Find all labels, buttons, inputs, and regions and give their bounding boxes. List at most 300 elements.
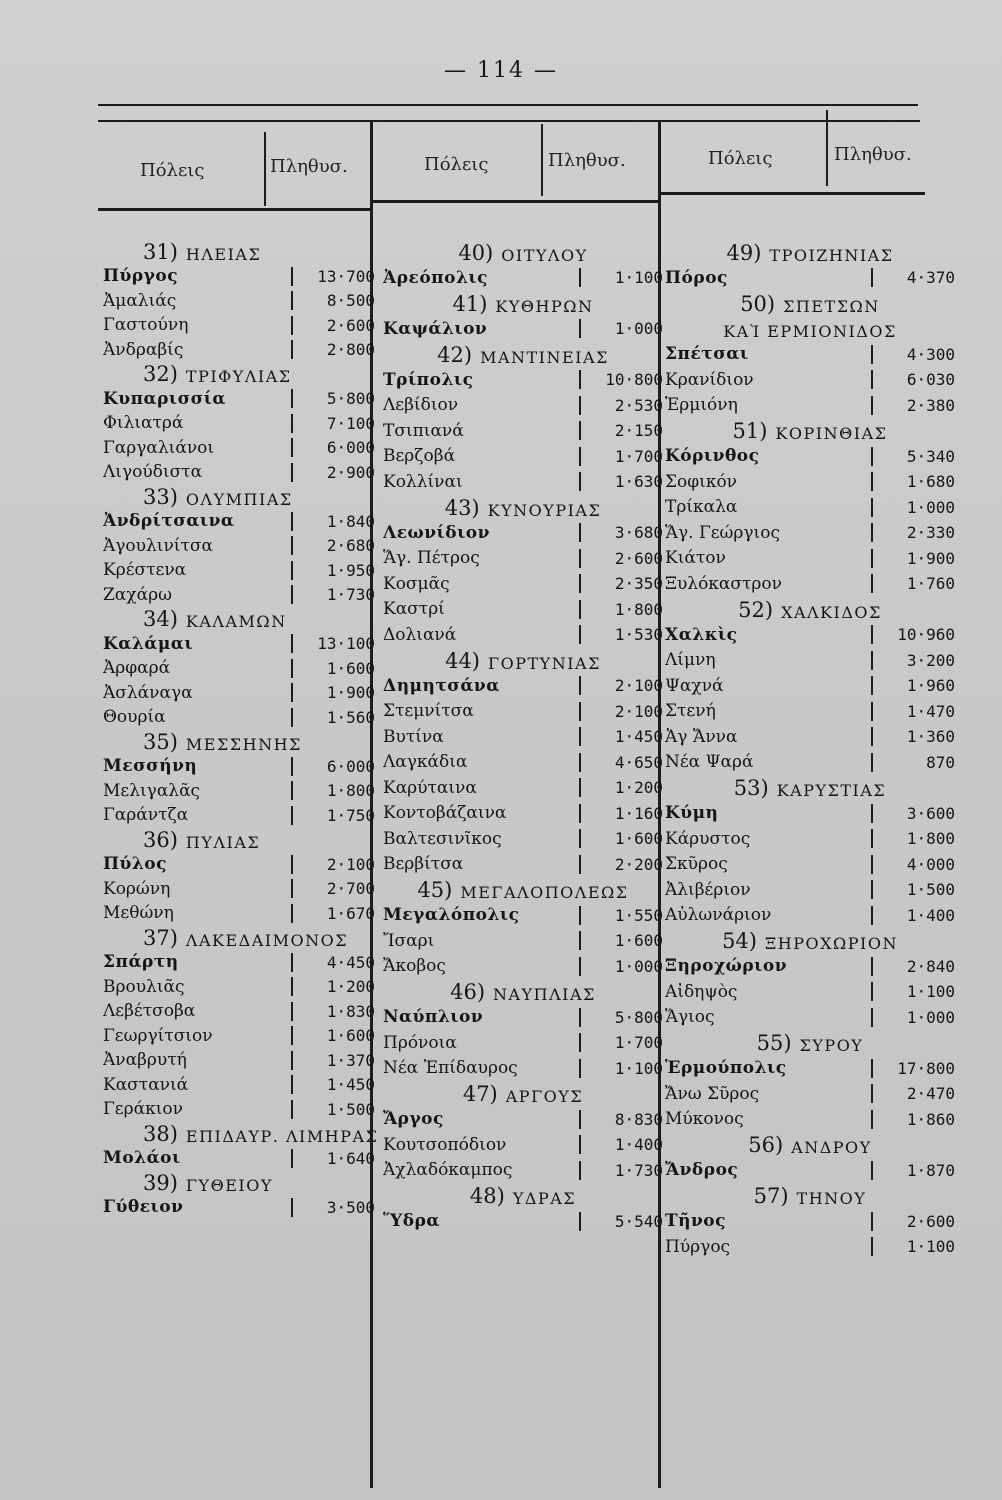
table-row <box>383 1158 663 1183</box>
city-name: Κάρυστος <box>665 828 751 849</box>
section-title: ΓΟΡΤΥΝΙΑΣ <box>488 653 601 673</box>
city-name: Βερβίτσα <box>383 854 464 875</box>
table-row <box>103 289 375 313</box>
section-number: 36) <box>143 827 178 852</box>
section-heading <box>103 730 375 754</box>
table-row <box>103 681 375 705</box>
city-name: Κυπαρισσία <box>103 388 227 409</box>
table-row <box>103 755 375 779</box>
section-title: ΤΡΙΦΥΛΙΑΣ <box>185 367 292 386</box>
city-name: Κορώνη <box>103 878 171 899</box>
table-row <box>665 368 955 393</box>
city-name: Μεσσήνη <box>103 756 198 777</box>
table-row <box>665 342 955 367</box>
population-value: 4·000 <box>871 855 955 874</box>
population-value: 1·860 <box>871 1110 955 1129</box>
city-name: Μολάοι <box>103 1148 181 1169</box>
table-row <box>383 954 663 979</box>
section-title: ΚΟΡΙΝΘΙΑΣ <box>775 424 888 443</box>
table-row <box>665 878 955 903</box>
city-name: Ψαχνά <box>665 675 724 696</box>
city-name: Στενή <box>665 701 716 722</box>
city-name: Δημητσάνα <box>383 675 500 696</box>
population-value: 1·100 <box>871 982 955 1001</box>
city-name: Ζαχάρω <box>103 584 172 605</box>
table-row <box>103 779 375 803</box>
table-row <box>103 632 375 656</box>
city-name: Ἀγουλινίτσα <box>103 535 213 556</box>
population-value: 1·470 <box>871 702 955 721</box>
section-title: ΜΑΝΤΙΝΕΙΑΣ <box>480 347 609 367</box>
city-name: Ἄνδρος <box>665 1160 739 1181</box>
page-number: — 114 — <box>444 58 558 83</box>
population-value: 1·640 <box>291 1149 375 1168</box>
population-value: 1·500 <box>871 880 955 899</box>
table-row <box>665 266 955 291</box>
population-value: 13·100 <box>291 634 375 653</box>
section-number: 48) <box>469 1184 505 1208</box>
table-row <box>383 1056 663 1081</box>
table-row <box>665 903 955 928</box>
section-title: ΞΗΡΟΧΩΡΙΟΝ <box>764 934 898 953</box>
population-value: 1·000 <box>871 498 955 517</box>
city-name: Γαργαλιάνοι <box>103 437 215 458</box>
table-row <box>383 546 663 571</box>
population-value: 4·370 <box>871 268 955 287</box>
table-row <box>103 436 375 460</box>
population-value: 2·470 <box>871 1084 955 1103</box>
population-value: 1·000 <box>871 1008 955 1027</box>
population-value: 6·000 <box>291 757 375 776</box>
header-pop-1: Πληθυσ. <box>270 156 348 177</box>
header-divider-2 <box>541 124 543 196</box>
table-row <box>103 510 375 534</box>
city-name: Τρίκαλα <box>665 497 738 518</box>
population-value: 3·600 <box>871 804 955 823</box>
population-value: 2·200 <box>579 855 663 874</box>
city-name: Ἀχλαδόκαμπος <box>383 1160 513 1181</box>
city-name: Μελιγαλᾶς <box>103 780 201 801</box>
section-heading <box>383 878 663 903</box>
city-name: Λεωνίδιον <box>383 522 490 543</box>
header-divider-3 <box>826 110 828 186</box>
population-value: 1·870 <box>871 1161 955 1180</box>
section-heading <box>383 1082 663 1107</box>
population-value: 10·960 <box>871 625 955 644</box>
table-row <box>383 725 663 750</box>
section-heading <box>103 608 375 632</box>
section-title: ΓΥΘΕΙΟΥ <box>185 1175 273 1195</box>
population-value: 2·100 <box>291 855 375 874</box>
table-row <box>103 534 375 558</box>
table-row <box>103 975 375 999</box>
city-name: Ἁγ Ἄννα <box>665 726 738 747</box>
table-row <box>665 648 955 673</box>
table-row <box>103 583 375 607</box>
city-name: Βαλτεσινῖκος <box>383 828 502 849</box>
table-row <box>665 827 955 852</box>
population-value: 2·350 <box>579 574 663 593</box>
city-name: Αὐλωνάριον <box>665 905 772 926</box>
table-row <box>665 750 955 775</box>
population-value: 2·600 <box>291 316 375 335</box>
table-row <box>383 623 663 648</box>
header-city-2: Πόλεις <box>424 154 489 175</box>
city-name: Γεράκιον <box>103 1099 183 1120</box>
population-value: 1·730 <box>579 1161 663 1180</box>
section-heading <box>103 828 375 852</box>
population-value: 1·400 <box>579 1135 663 1154</box>
population-value: 1·900 <box>871 549 955 568</box>
section-title: ΑΡΓΟΥΣ <box>505 1087 584 1106</box>
city-name: Κοντοβάζαινα <box>383 803 507 824</box>
table-row <box>383 1209 663 1234</box>
city-name: Ἀνδραβίς <box>103 339 184 360</box>
section-heading <box>383 648 663 673</box>
city-name: Σπέτσαι <box>665 344 749 365</box>
section-title: ΝΑΥΠΛΙΑΣ <box>493 985 596 1004</box>
section-heading <box>665 1133 955 1158</box>
table-row <box>383 903 663 928</box>
header-rule-2 <box>372 200 660 203</box>
city-name: Αἰδηψὸς <box>665 981 738 1002</box>
section-heading <box>383 342 663 367</box>
population-value: 1·100 <box>871 1237 955 1256</box>
city-name: Κόρινθος <box>665 446 760 467</box>
top-rule-2 <box>98 120 920 122</box>
city-name: Ἅγ. Πέτρος <box>383 548 480 569</box>
population-value: 2·600 <box>579 549 663 568</box>
city-name: Ξηροχώριον <box>665 956 787 977</box>
city-name: Καρύταινα <box>383 777 477 798</box>
section-number: 49) <box>726 240 762 265</box>
section-number: 32) <box>143 362 178 386</box>
population-value: 1·560 <box>291 708 375 727</box>
table-row <box>383 699 663 724</box>
section-title: ΤΗΝΟΥ <box>796 1189 867 1208</box>
population-value: 2·900 <box>291 463 375 482</box>
table-row <box>383 776 663 801</box>
population-value: 1·600 <box>291 1026 375 1045</box>
population-value: 5·340 <box>871 447 955 466</box>
population-value: 7·100 <box>291 414 375 433</box>
section-heading <box>103 240 375 264</box>
table-row <box>103 657 375 681</box>
table-row <box>383 1031 663 1056</box>
population-value: 3·500 <box>291 1198 375 1217</box>
city-name: Λαγκάδια <box>383 752 468 773</box>
section-title: ΧΑΛΚΙΔΟΣ <box>781 602 882 622</box>
city-name: Τρίπολις <box>383 369 474 390</box>
section-title: ΥΔΡΑΣ <box>512 1189 577 1208</box>
table-row <box>665 674 955 699</box>
city-name: Ἄκοβος <box>383 956 446 977</box>
table-row <box>383 317 663 342</box>
table-row <box>665 470 955 495</box>
population-value: 5·800 <box>579 1008 663 1027</box>
population-value: 1·960 <box>871 676 955 695</box>
population-value: 4·650 <box>579 753 663 772</box>
population-value: 2·100 <box>579 702 663 721</box>
section-heading <box>665 419 955 444</box>
section-heading <box>103 1171 375 1195</box>
population-value: 8·830 <box>579 1110 663 1129</box>
section-number: 44) <box>445 648 480 673</box>
table-row <box>103 1024 375 1048</box>
column-2 <box>383 240 663 1234</box>
table-row <box>103 412 375 436</box>
population-value: 1·700 <box>579 447 663 466</box>
table-row <box>383 444 663 469</box>
city-name: Λιγούδιστα <box>103 462 203 483</box>
header-city-3: Πόλεις <box>708 148 773 169</box>
table-row <box>665 546 955 571</box>
population-value: 1·800 <box>579 600 663 619</box>
population-value: 3·680 <box>579 523 663 542</box>
population-value: 1·900 <box>291 683 375 702</box>
table-row <box>665 801 955 826</box>
section-number: 37) <box>143 925 178 950</box>
section-number: 42) <box>437 342 473 367</box>
city-name: Ἑρμούπολις <box>665 1058 787 1079</box>
section-number: 55) <box>756 1031 792 1055</box>
population-value: 1·370 <box>291 1051 375 1070</box>
population-value: 8·500 <box>291 291 375 310</box>
population-value: 2·380 <box>871 396 955 415</box>
section-heading <box>665 776 955 801</box>
city-name: Σπάρτη <box>103 952 179 973</box>
city-name: Βρουλιᾶς <box>103 976 185 997</box>
table-row <box>665 699 955 724</box>
table-row <box>103 853 375 877</box>
section-number: 57) <box>753 1184 789 1208</box>
city-name: Βερζοβά <box>383 446 456 467</box>
city-name: Μεγαλόπολις <box>383 905 520 926</box>
section-heading <box>665 291 955 316</box>
section-number: 38) <box>143 1121 178 1146</box>
section-title: ΠΥΛΙΑΣ <box>185 832 261 852</box>
section-heading <box>665 1184 955 1209</box>
population-value: 17·800 <box>871 1059 955 1078</box>
population-value: 1·000 <box>579 319 663 338</box>
section-title: ΑΝΔΡΟΥ <box>791 1138 872 1157</box>
column-3 <box>665 240 955 1259</box>
city-name: Γύθειον <box>103 1197 184 1218</box>
population-value: 870 <box>871 753 955 772</box>
header-rule <box>98 208 372 211</box>
population-value: 1·800 <box>291 781 375 800</box>
population-value: 2·680 <box>291 536 375 555</box>
population-value: 1·600 <box>291 659 375 678</box>
table-row <box>103 314 375 338</box>
section-title: ΛΑΚΕΔΑΙΜΟΝΟΣ <box>185 930 349 950</box>
population-value: 2·600 <box>871 1212 955 1231</box>
city-name: Ἀσλάναγα <box>103 682 193 703</box>
city-name: Ναύπλιον <box>383 1007 484 1028</box>
table-row <box>103 804 375 828</box>
population-value: 4·300 <box>871 345 955 364</box>
population-value: 1·500 <box>291 1100 375 1119</box>
section-number: 46) <box>450 980 486 1004</box>
city-name: Σκῦρος <box>665 854 728 875</box>
city-name: Πύργος <box>665 1236 731 1257</box>
table-row <box>383 852 663 877</box>
section-heading <box>103 363 375 387</box>
city-name: Καψάλιον <box>383 318 488 339</box>
city-name: Τσιπιανά <box>383 420 464 441</box>
population-value: 1·360 <box>871 727 955 746</box>
city-name: Πύλος <box>103 854 167 875</box>
section-number: 43) <box>444 495 480 520</box>
city-name: Μεθώνη <box>103 903 174 924</box>
section-number: 47) <box>462 1082 498 1106</box>
city-name: Χαλκὶς <box>665 624 738 645</box>
table-row <box>383 1005 663 1030</box>
table-row <box>103 387 375 411</box>
population-value: 1·760 <box>871 574 955 593</box>
city-name: Καστανιά <box>103 1074 189 1095</box>
table-row <box>103 1147 375 1171</box>
section-number: 39) <box>143 1170 178 1195</box>
city-name: Ξυλόκαστρον <box>665 573 782 594</box>
table-row <box>665 1107 955 1132</box>
population-value: 1·400 <box>871 906 955 925</box>
city-name: Κουτσοπόδιον <box>383 1134 507 1155</box>
table-row <box>383 674 663 699</box>
table-row <box>665 980 955 1005</box>
header-divider-1 <box>264 132 266 206</box>
section-title: ΜΕΓΑΛΟΠΟΛΕΩΣ <box>460 883 629 902</box>
table-row <box>383 597 663 622</box>
table-row <box>665 1235 955 1260</box>
city-name: Ἅγ. Γεώργιος <box>665 522 780 543</box>
section-title: ΤΡΟΙΖΗΝΙΑΣ <box>769 245 894 265</box>
city-name: Μύκονος <box>665 1109 744 1130</box>
table-row <box>665 1005 955 1030</box>
population-value: 2·840 <box>871 957 955 976</box>
table-row <box>665 1158 955 1183</box>
table-row <box>103 877 375 901</box>
section-title: ΗΛΕΙΑΣ <box>185 244 262 264</box>
population-value: 1·200 <box>291 977 375 996</box>
city-name: Γαστούνη <box>103 315 189 336</box>
population-value: 1·750 <box>291 806 375 825</box>
city-name: Πρόνοια <box>383 1032 457 1053</box>
city-name: Γαράντζα <box>103 805 189 826</box>
table-row <box>383 572 663 597</box>
table-row <box>103 1098 375 1122</box>
section-title: ΚΑῚ ΕΡΜΙΟΝΙΔΟΣ <box>723 322 897 341</box>
section-number: 35) <box>143 729 178 754</box>
table-row <box>103 1000 375 1024</box>
table-row <box>665 725 955 750</box>
table-row <box>665 521 955 546</box>
section-title: ΟΛΥΜΠΙΑΣ <box>185 489 293 509</box>
city-name: Ἀνδρίτσαινα <box>103 511 235 532</box>
table-row <box>383 521 663 546</box>
population-value: 1·700 <box>579 1033 663 1052</box>
table-row <box>665 444 955 469</box>
section-number: 41) <box>452 291 488 316</box>
section-number: 34) <box>143 607 178 631</box>
population-value: 1·830 <box>291 1002 375 1021</box>
header-pop-3: Πληθυσ. <box>834 144 912 165</box>
city-name: Ἀμαλιάς <box>103 290 177 311</box>
table-row <box>383 1133 663 1158</box>
section-number: 45) <box>417 878 453 902</box>
city-name: Πύργος <box>103 266 179 287</box>
city-name: Κιάτον <box>665 548 726 569</box>
column-1 <box>103 239 379 1219</box>
section-number: 31) <box>143 239 178 264</box>
table-row <box>665 852 955 877</box>
table-row <box>383 470 663 495</box>
table-row <box>103 559 375 583</box>
city-name: Καστρί <box>383 599 445 620</box>
header-pop-2: Πληθυσ. <box>548 150 626 171</box>
table-row <box>665 954 955 979</box>
section-title: ΣΠΕΤΣΩΝ <box>783 296 880 316</box>
city-name: Φιλιατρά <box>103 413 184 434</box>
section-heading <box>383 1184 663 1209</box>
section-number: 56) <box>748 1133 784 1157</box>
section-heading <box>665 317 955 342</box>
header-rule-3 <box>660 192 925 195</box>
city-name: Ἀναβρυτή <box>103 1050 187 1071</box>
section-title: ΕΠΙΔΑΥΡ. ΛΙΜΗΡΑΣ <box>185 1126 379 1146</box>
table-row <box>665 393 955 418</box>
city-name: Ἴσαρι <box>383 930 435 951</box>
population-value: 1·100 <box>579 1059 663 1078</box>
population-value: 5·800 <box>291 389 375 408</box>
population-value: 1·680 <box>871 472 955 491</box>
section-heading <box>665 240 955 265</box>
section-title: ΚΑΡΥΣΤΙΑΣ <box>776 781 887 800</box>
table-row <box>383 393 663 418</box>
population-value: 1·730 <box>291 585 375 604</box>
section-heading <box>383 980 663 1005</box>
city-name: Ἀλιβέριον <box>665 879 751 900</box>
table-row <box>383 929 663 954</box>
table-row <box>383 266 663 291</box>
section-heading <box>103 485 375 509</box>
table-row <box>103 951 375 975</box>
section-heading <box>665 597 955 622</box>
section-heading <box>383 495 663 520</box>
population-value: 1·450 <box>291 1075 375 1094</box>
section-heading <box>103 926 375 950</box>
city-name: Ἄνω Σῦρος <box>665 1083 760 1104</box>
population-value: 2·800 <box>291 340 375 359</box>
population-value: 5·540 <box>579 1212 663 1231</box>
table-row <box>383 1107 663 1132</box>
population-value: 13·700 <box>291 267 375 286</box>
city-name: Ἅγιος <box>665 1007 715 1028</box>
city-name: Νέα Ἐπίδαυρος <box>383 1058 518 1079</box>
table-row <box>383 827 663 852</box>
city-name: Νέα Ψαρά <box>665 752 754 773</box>
table-row <box>665 572 955 597</box>
table-row <box>665 1056 955 1081</box>
population-value: 1·840 <box>291 512 375 531</box>
population-value: 2·330 <box>871 523 955 542</box>
section-heading <box>665 929 955 954</box>
city-name: Ἑρμιόνη <box>665 395 738 416</box>
population-value: 1·600 <box>579 931 663 950</box>
population-value: 6·030 <box>871 370 955 389</box>
population-value: 1·950 <box>291 561 375 580</box>
city-name: Τῆνος <box>665 1211 726 1232</box>
